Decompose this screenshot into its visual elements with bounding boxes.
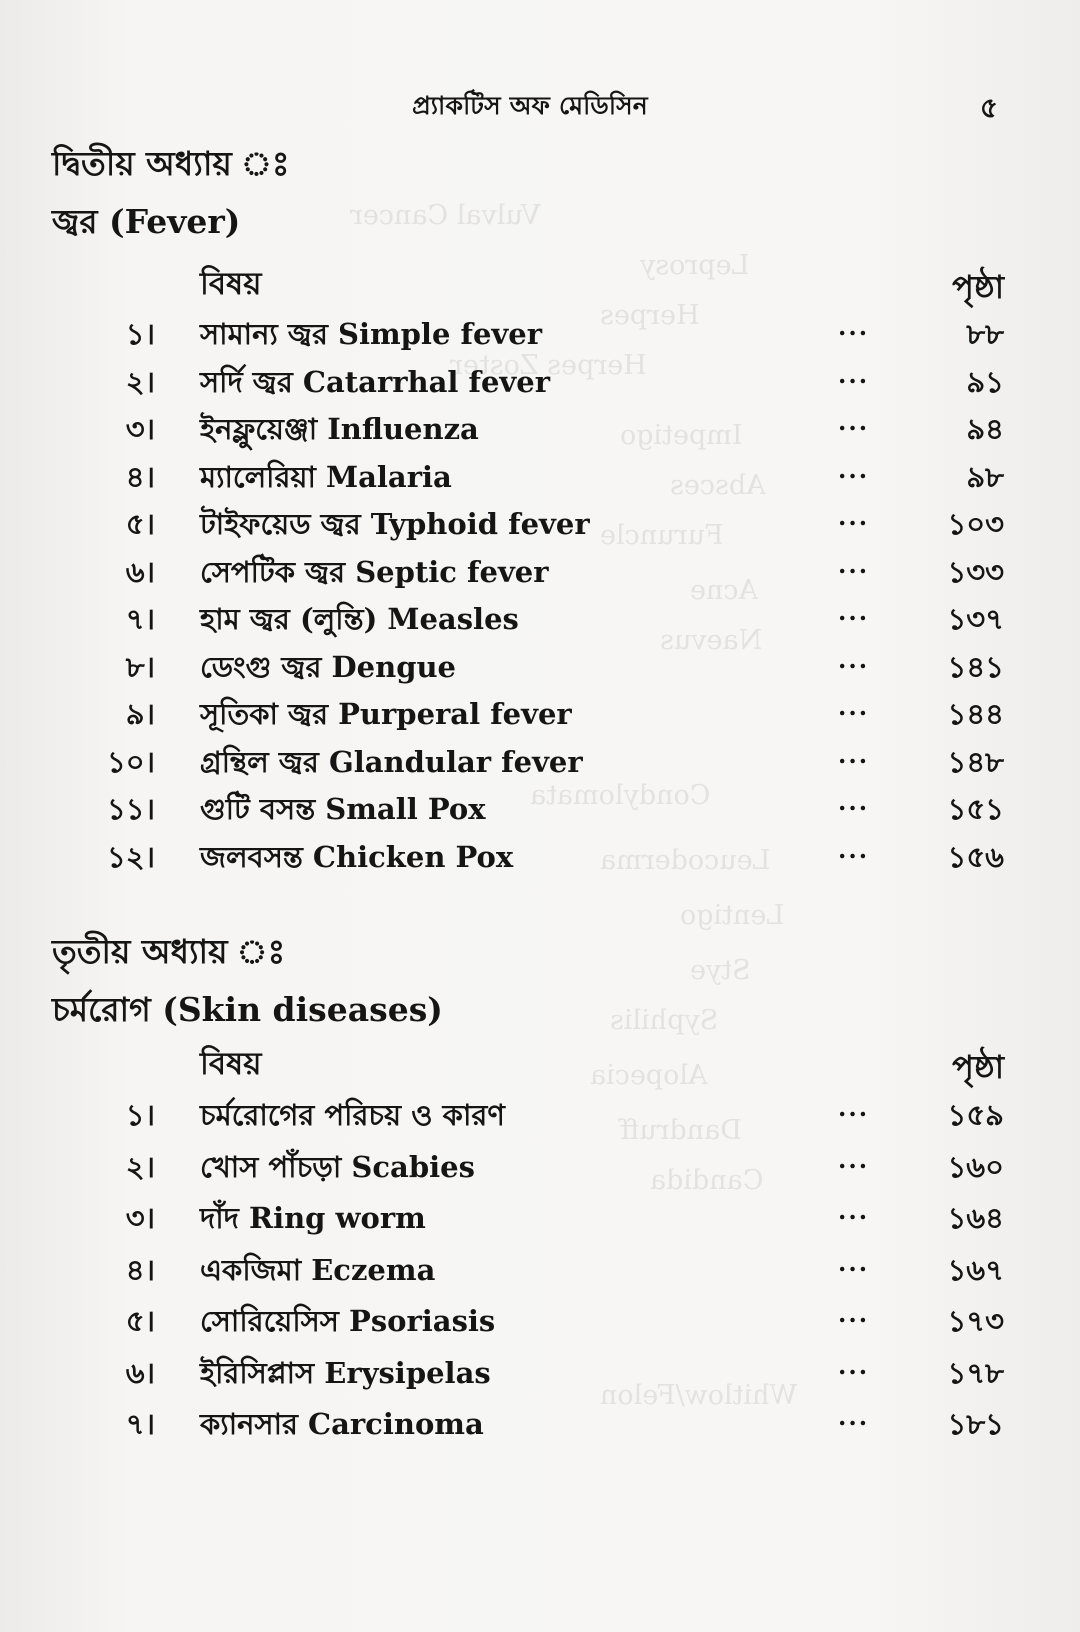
item-title: দাঁদ Ring worm	[200, 1201, 426, 1235]
leader-dots: ...	[838, 787, 870, 816]
item-number: ৯।	[125, 697, 155, 731]
leader-dots: ...	[838, 1144, 870, 1174]
leader-dots: ...	[838, 834, 870, 864]
subject-column-header: বিষয়	[200, 266, 262, 302]
bleed-through-text: Herpes	[600, 300, 700, 331]
leader-dots: ...	[838, 549, 870, 579]
leader-dots: ...	[838, 1350, 870, 1380]
section-title: চর্মরোগ (Skin diseases)	[52, 990, 443, 1029]
toc-row	[0, 740, 1080, 788]
item-title: সর্দি জ্বর Catarrhal fever	[200, 364, 551, 399]
leader-dots: ...	[838, 359, 870, 389]
bleed-through-text: Acne	[690, 575, 758, 606]
item-title: সেপটিক জ্বর Septic fever	[200, 554, 549, 589]
item-number: ৮।	[125, 649, 155, 684]
bleed-through-text: Leucoderma	[600, 845, 771, 876]
item-title: হাম জ্বর (লুন্তি) Measles	[200, 602, 519, 636]
item-number: ১১।	[106, 792, 155, 826]
chapter-2-heading	[52, 142, 289, 244]
toc-row	[0, 1402, 1080, 1450]
item-page-number: ১৪৪	[947, 697, 1004, 731]
item-title: চর্মরোগের পরিচয় ও কারণ	[200, 1098, 505, 1132]
book-title: প্র্যাকটিস অফ মেডিসিন	[412, 91, 648, 120]
item-page-number: ৯৪	[966, 412, 1004, 446]
chapter-label: তৃতীয় অধ্যায় ঃ	[52, 932, 286, 971]
bleed-through-text: Alopecia	[590, 1060, 708, 1091]
item-title: সোরিয়েসিস Psoriasis	[200, 1304, 496, 1338]
item-page-number: ৯১	[966, 364, 1004, 399]
toc-row	[0, 597, 1080, 645]
item-number: ৬।	[125, 554, 155, 589]
toc-row	[0, 835, 1080, 883]
item-page-number: ১৬০	[947, 1149, 1004, 1184]
bleed-through-text: Herpes Zoster	[450, 350, 647, 381]
item-page-number: ১৭৮	[947, 1355, 1004, 1390]
leader-dots: ...	[838, 312, 870, 341]
item-title: খোস পাঁচড়া Scabies	[200, 1149, 475, 1184]
toc-row	[0, 1196, 1080, 1244]
item-title: ইরিসিপ্লাস Erysipelas	[200, 1355, 491, 1390]
item-number: ৬।	[125, 1355, 155, 1390]
item-page-number: ১৪১	[947, 649, 1004, 684]
item-page-number: ৮৮	[966, 317, 1004, 351]
item-title: একজিমা Eczema	[200, 1252, 436, 1287]
leader-dots: ...	[838, 1196, 870, 1225]
leader-dots: ...	[838, 597, 870, 626]
toc-row	[0, 1299, 1080, 1347]
section-title: জ্বর (Fever)	[52, 202, 241, 241]
toc-row	[0, 1248, 1080, 1296]
toc-row	[0, 312, 1080, 360]
toc-row	[0, 407, 1080, 455]
item-page-number: ৯৮	[966, 459, 1004, 494]
page-number: ৫	[979, 91, 998, 124]
item-title: গুটি বসন্ত Small Pox	[200, 792, 486, 826]
toc-row	[0, 787, 1080, 835]
chapter-3-heading	[52, 930, 443, 1032]
bleed-through-text: Dandruff	[620, 1115, 742, 1146]
item-number: ৭।	[125, 1407, 155, 1441]
item-title: সামান্য জ্বর Simple fever	[200, 317, 542, 351]
item-title: ডেংগু জ্বর Dengue	[200, 649, 457, 684]
item-title: সূতিকা জ্বর Purperal fever	[200, 697, 572, 731]
bleed-through-text: Stye	[690, 955, 751, 986]
item-title: ম্যালেরিয়া Malaria	[200, 459, 452, 494]
item-page-number: ১৬৭	[947, 1252, 1004, 1287]
leader-dots: ...	[838, 407, 870, 436]
toc-row	[0, 1145, 1080, 1193]
subject-column-header: বিষয়	[200, 1046, 262, 1082]
toc-row	[0, 645, 1080, 693]
toc-row	[0, 360, 1080, 408]
item-page-number: ১৫৯	[947, 1098, 1004, 1132]
bleed-through-text: Condylomata	[530, 780, 711, 811]
toc-row	[0, 692, 1080, 740]
toc-row	[0, 1351, 1080, 1399]
item-number: ৩।	[125, 1201, 155, 1235]
leader-dots: ...	[838, 1247, 870, 1277]
item-number: ২।	[125, 364, 155, 399]
leader-dots: ...	[838, 1299, 870, 1328]
toc-row	[0, 1093, 1080, 1141]
leader-dots: ...	[838, 1093, 870, 1122]
bleed-through-text: Whitlow/Felon	[600, 1380, 798, 1411]
item-title: জলবসন্ত Chicken Pox	[200, 839, 514, 874]
item-page-number: ১০৩	[947, 507, 1004, 541]
toc-row	[0, 455, 1080, 503]
bleed-through-text: Lentigo	[680, 900, 785, 931]
item-number: ৫।	[125, 1304, 155, 1338]
item-page-number: ১৩৩	[947, 554, 1004, 589]
item-number: ১২।	[106, 839, 155, 874]
bleed-through-text: Furuncle	[600, 520, 724, 551]
bleed-through-text: Leprosy	[640, 250, 750, 281]
page-column-header: পৃষ্ঠা	[952, 1048, 1004, 1086]
leader-dots: ...	[838, 692, 870, 721]
bleed-through-text: Syphilis	[610, 1005, 719, 1036]
item-page-number: ১৮১	[947, 1407, 1004, 1441]
toc-row	[0, 550, 1080, 598]
item-page-number: ১৫৬	[947, 839, 1004, 874]
toc-row	[0, 502, 1080, 550]
item-number: ৭।	[125, 602, 155, 636]
item-number: ১।	[125, 317, 155, 351]
item-title: টাইফয়েড জ্বর Typhoid fever	[200, 507, 590, 541]
item-number: ১।	[125, 1098, 155, 1132]
item-page-number: ১৫১	[947, 792, 1004, 826]
leader-dots: ...	[838, 739, 870, 769]
item-page-number: ১৭৩	[947, 1304, 1004, 1338]
leader-dots: ...	[838, 644, 870, 674]
item-number: ১০।	[106, 744, 155, 779]
item-number: ৫।	[125, 507, 155, 541]
item-number: ৪।	[125, 1252, 155, 1287]
item-number: ৩।	[125, 412, 155, 446]
item-page-number: ১৬৪	[947, 1201, 1004, 1235]
running-head	[0, 86, 1080, 130]
item-title: ক্যানসার Carcinoma	[200, 1407, 484, 1441]
chapter-label: দ্বিতীয় অধ্যায় ঃ	[52, 144, 290, 183]
leader-dots: ...	[838, 1402, 870, 1431]
leader-dots: ...	[838, 502, 870, 531]
leader-dots: ...	[838, 454, 870, 484]
bleed-through-text: Candida	[650, 1165, 764, 1196]
item-page-number: ১৪৮	[947, 744, 1004, 779]
bleed-through-text: Vulval Cancer	[350, 200, 541, 231]
bleed-through-text: Impetigo	[620, 420, 743, 451]
page-column-header: পৃষ্ঠা	[952, 268, 1004, 306]
item-page-number: ১৩৭	[947, 602, 1004, 636]
bleed-through-text: Naevus	[660, 625, 763, 656]
item-title: গ্রন্থিল জ্বর Glandular fever	[200, 744, 583, 779]
item-number: ২।	[125, 1149, 155, 1184]
item-title: ইনফ্লুয়েঞ্জা Influenza	[200, 412, 479, 446]
bleed-through-text: Absces	[670, 470, 766, 501]
item-number: ৪।	[125, 459, 155, 494]
